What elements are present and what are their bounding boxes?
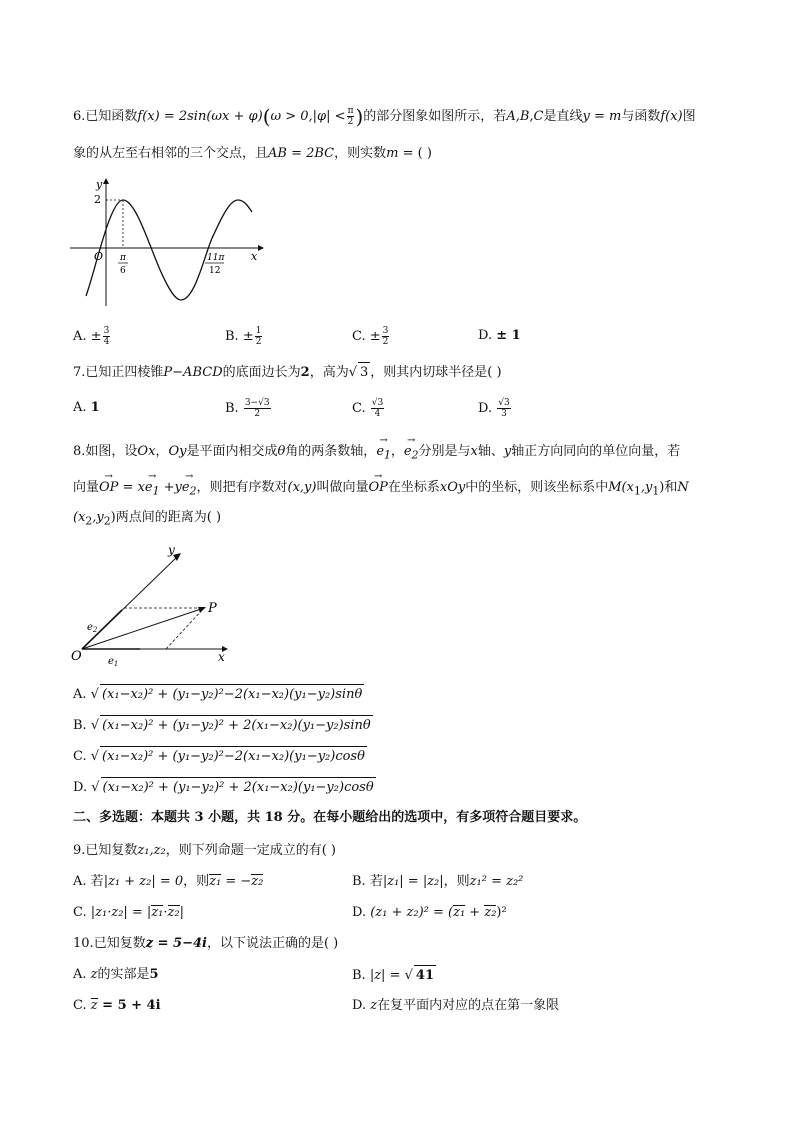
q6-option-a: A. ± $\frac{3}{4}$: [73, 326, 110, 347]
q6-option-b: B. ± $\frac{1}{2}$: [225, 326, 262, 347]
q8-stem-line1: 8.如图，设Ox，Oy是平面内相交成θ角的两条数轴，→ $e_1$，→ $e_2$分别是与x轴、y轴正方向同向的单位向量，若: [73, 442, 680, 466]
q10-option-b: B. |z| = √ 41: [352, 965, 436, 986]
q9-option-d: D. (z₁ + z₂)² = (z₁ + z₂)²: [352, 905, 507, 920]
fig-p-label: P: [208, 601, 217, 616]
graph-xtick-1-den: 6: [120, 266, 126, 276]
q8-option-b: B. √ (x₁−x₂)² + (y₁−y₂)² + 2(x₁−x₂)(y₁−y₂)sinθ: [73, 715, 373, 736]
fig-op-vector: [82, 608, 204, 649]
q8-option-a: A. √ (x₁−x₂)² + (y₁−y₂)²−2(x₁−x₂)(y₁−y₂)sinθ: [73, 684, 364, 705]
q7-option-b: B. $\frac{3-√3}{2}$: [225, 398, 270, 419]
q7-options: [73, 398, 510, 419]
q8-stem-line2: 向量→ OP = $x\to e_1 +y\to e_2$，则把有序数对(x,y)叫做向量→ OP在坐标系xOy中的坐标，则该坐标系中$M(x_1,y_1)$和N: [73, 478, 689, 502]
q9-option-a: A. 若|z₁ + z₂| = 0，则z₁ = −z₂: [73, 874, 264, 889]
graph-origin-label: O: [94, 250, 104, 263]
q7-option-a: A. 1: [73, 400, 100, 415]
q6-options: [73, 326, 521, 347]
fig-y-label: y: [168, 543, 175, 557]
q6-stem-line1: 6.已知函数f(x) = 2sin(ωx + φ)(ω > 0,|φ| < $\frac{\pi}{2}$ )的部分图象如图所示，若A,B,C是直线y = m与函数f(x)图: [73, 104, 696, 129]
fig-e2-label: $e_2$: [87, 622, 98, 634]
q9-stem: 9.已知复数z₁,z₂，则下列命题一定成立的有( ): [73, 843, 336, 858]
graph-x-label: x: [251, 250, 258, 263]
graph-xtick-2-den: 12: [209, 266, 221, 276]
fig-origin-label: O: [71, 649, 82, 664]
section-2-heading: 二、多选题：本题共 3 小题，共 18 分。在每小题给出的选项中，有多项符合题目要求。: [73, 810, 587, 825]
q6-condition: ω > 0,|φ| <: [270, 109, 346, 124]
q6-stem-line2: 象的从左至右相邻的三个交点，且AB = 2BC，则实数m = ( ): [73, 146, 432, 161]
q6-condition-fraction: $\frac{\pi}{2}$: [347, 106, 354, 127]
graph-xtick-1-num: π: [120, 253, 126, 263]
q10-stem: 10.已知复数z = 5−4i，以下说法正确的是( ): [73, 936, 339, 951]
graph-y-label: y: [96, 178, 103, 191]
q8-stem-line3: $(x_2,y_2)$两点间的距离为( ): [73, 510, 222, 528]
q8-option-d: D. √ (x₁−x₂)² + (y₁−y₂)² + 2(x₁−x₂)(y₁−y₂)cosθ: [73, 777, 376, 798]
q9-option-b: B. 若|z₁| = |z₂|，则z₁² = z₂²: [352, 874, 524, 889]
graph-sine-curve: [86, 200, 252, 300]
q7-stem: 7.已知正四棱锥P−ABCD的底面边长为2，高为√ 3 ，则其内切球半径是( ): [73, 362, 502, 383]
q10-option-a: A. z的实部是5: [73, 967, 159, 982]
q8-oblique-coordinate-figure: [68, 540, 238, 670]
fig-e1-label: $e_1$: [108, 656, 119, 668]
q9-option-c: C. |z₁·z₂| = |z₁·z₂|: [73, 905, 184, 920]
q6-option-d: D. ± 1: [478, 328, 521, 343]
graph-x-arrow: [258, 245, 264, 251]
q7-option-c: C. $\frac{√3}{4}$: [352, 398, 384, 419]
q6-option-c: C. ± $\frac{3}{2}$: [352, 326, 389, 347]
graph-y-arrow: [103, 178, 109, 184]
q10-option-d: D. z在复平面内对应的点在第一象限: [352, 998, 560, 1013]
q6-text: 已知函数: [85, 109, 138, 124]
q7-option-d: D. $\frac{√3}{3}$: [478, 398, 510, 419]
q8-option-c: C. √ (x₁−x₂)² + (y₁−y₂)²−2(x₁−x₂)(y₁−y₂)cosθ: [73, 746, 367, 767]
q6-number: 6.: [73, 109, 86, 124]
q10-option-c: C. z = 5 + 4i: [73, 998, 161, 1013]
graph-xtick-2-num: 11π: [207, 253, 225, 263]
q6-sine-graph: [66, 172, 266, 312]
fig-x-label: x: [218, 650, 225, 664]
graph-ytick-2: 2: [94, 193, 101, 206]
q6-function: f(x) = 2sin(ωx + φ): [137, 109, 263, 124]
